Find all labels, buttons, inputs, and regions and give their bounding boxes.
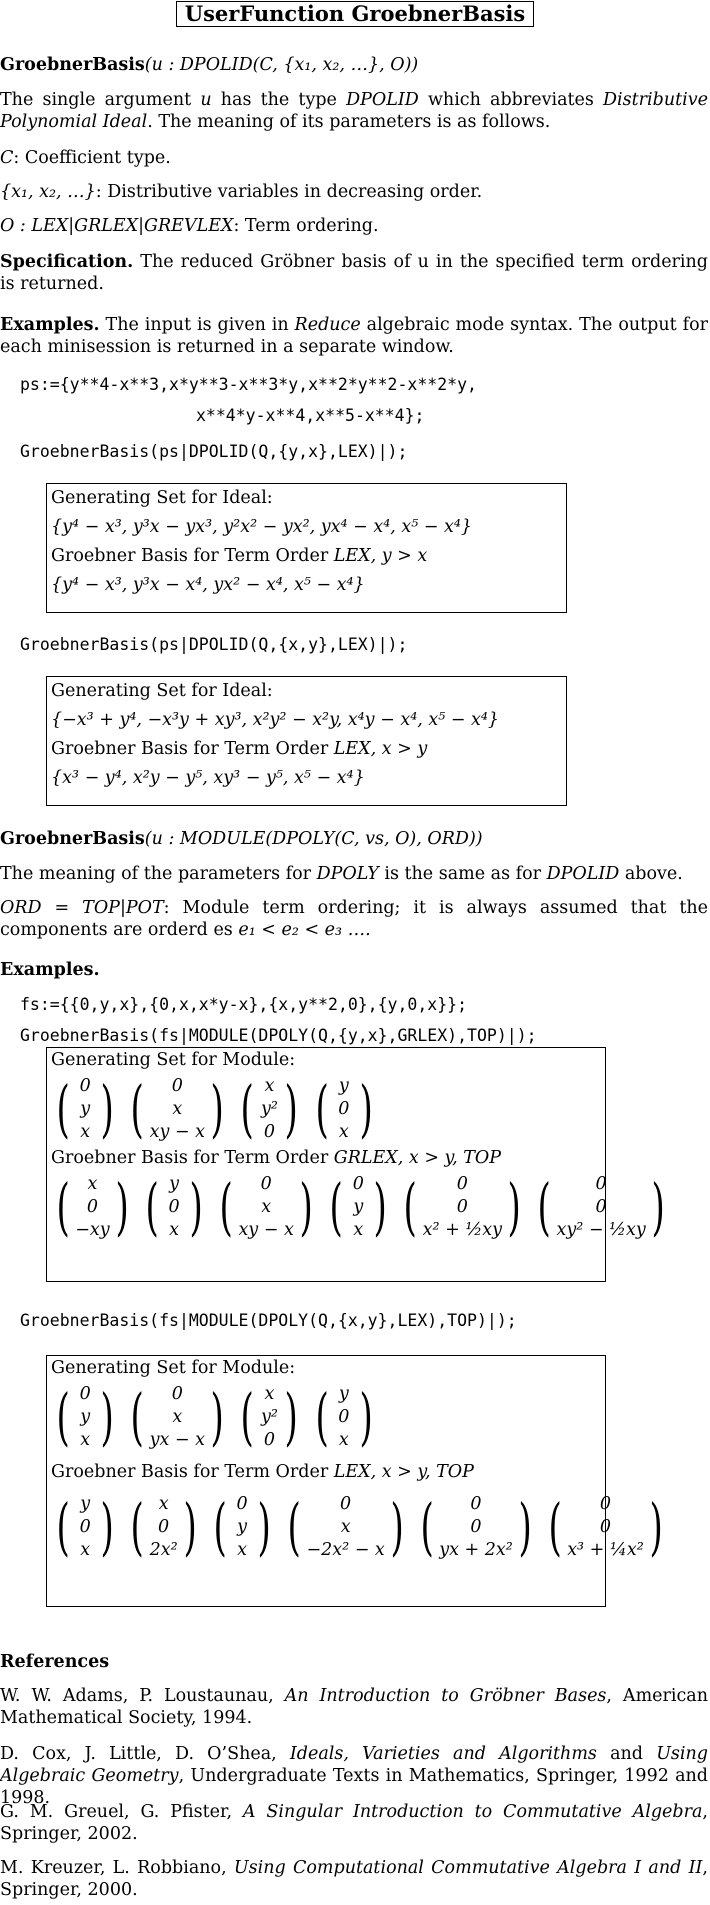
param-order: O : LEX|GRLEX|GREVLEX: Term ordering.: [0, 216, 379, 236]
reference-item: G. M. Greuel, G. Pfister, A Singular Introduction to Commutative Algebra, Springer, 2002.: [0, 1802, 708, 1844]
examples-heading: Examples.: [0, 960, 100, 980]
vector-entry: 0: [236, 1493, 248, 1514]
vector-entry: yx − x: [149, 1429, 206, 1450]
vector-entry: xy − x: [238, 1219, 294, 1240]
vector-entry: x² + ½xy: [422, 1219, 503, 1240]
vector-entries: [334, 1383, 354, 1452]
specification: Specification. The reduced Gröbner basis of u in the specified term ordering is returned.: [0, 252, 708, 294]
vector-entry: x³ + ¼x²: [567, 1539, 644, 1560]
vector-entry: 0: [470, 1516, 482, 1537]
vector-entry: x: [237, 1539, 247, 1560]
vector-entry: y: [237, 1516, 247, 1537]
vector-entry: y: [338, 1383, 349, 1404]
vector-entry: 0: [171, 1383, 183, 1404]
paragraph-ord: ORD = TOP|POT: Module term ordering; it is always assumed that the components are orderd es e₁ < e₂ < e₃ ….: [0, 898, 709, 940]
vector-entry: 0: [456, 1196, 468, 1217]
left-paren: (: [130, 1380, 145, 1453]
column-vector: [51, 1074, 119, 1144]
vector-entry: 0: [86, 1196, 98, 1217]
column-vector: [282, 1492, 409, 1562]
vector-entries: [150, 1075, 205, 1144]
right-paren: ): [100, 1490, 114, 1563]
vector-entry: x: [261, 1196, 272, 1217]
vector-entry: 0: [599, 1516, 612, 1537]
vector-entries: [75, 1173, 109, 1242]
vector-entry: 0: [263, 1429, 275, 1450]
vector-entry: y: [353, 1196, 364, 1217]
right-paren: ): [257, 1490, 271, 1563]
vector-entries: [150, 1383, 205, 1452]
param-c: C: Coefficient type.: [0, 148, 171, 168]
left-paren: (: [56, 1380, 70, 1453]
vector-entry: x: [80, 1429, 91, 1450]
vector-entry: 0: [263, 1121, 275, 1142]
right-paren: ): [390, 1490, 404, 1563]
right-paren: ): [284, 1072, 299, 1145]
vector-entry: 0: [260, 1173, 272, 1194]
vector-entry: x: [338, 1429, 349, 1450]
left-paren: (: [219, 1170, 233, 1243]
column-vector: [324, 1172, 392, 1242]
right-paren: ): [359, 1380, 373, 1453]
page-title: UserFunction GroebnerBasis: [176, 1, 534, 27]
vector-entry: x: [338, 1121, 349, 1142]
column-vector: [543, 1492, 668, 1562]
vector-entry: 0: [338, 1406, 350, 1427]
vector-entry: 0: [595, 1196, 607, 1217]
code-line: GroebnerBasis(ps|DPOLID(Q,{y,x},LEX)|);: [20, 442, 408, 461]
vector-entry: y: [338, 1075, 349, 1096]
column-vector: [310, 1382, 378, 1452]
column-vector: [51, 1492, 119, 1562]
vector-entry: xy − x: [149, 1121, 206, 1142]
vector-entry: x: [264, 1075, 275, 1096]
vector-entries: [334, 1075, 354, 1144]
vector-entry: y²: [260, 1098, 278, 1119]
vector-entry: 0: [352, 1173, 364, 1194]
left-paren: (: [145, 1170, 159, 1243]
vector-row: [51, 1490, 663, 1563]
output-box: Generating Set for Ideal: {−x³ + y⁴, −x³y + xy³, x²y² − x²y, x⁴y − x⁴, x⁵ − x⁴} Groebner Basis for Term Order LEX, x > y {x³ − y⁴, x²y − y⁵, xy³ − y⁵, x⁵ − x⁴}: [46, 676, 567, 806]
vector-entries: [259, 1075, 279, 1144]
vector-entry: x: [340, 1516, 351, 1537]
left-paren: (: [56, 1490, 70, 1563]
vector-entry: x: [264, 1383, 275, 1404]
signature-module: GroebnerBasis(u : MODULE(DPOLY(C, vs, O), ORD)): [0, 829, 483, 849]
vector-entry: 0: [158, 1516, 170, 1537]
math-var: u: [200, 90, 212, 110]
vector-entries: [75, 1075, 95, 1144]
vector-entry: xy² − ½xy: [556, 1219, 646, 1240]
column-vector: [398, 1172, 526, 1242]
left-paren: (: [56, 1170, 70, 1243]
vector-entries: [150, 1493, 178, 1562]
left-paren: (: [315, 1072, 329, 1145]
left-paren: (: [213, 1490, 227, 1563]
column-vector: [235, 1382, 303, 1452]
code-line: GroebnerBasis(fs|MODULE(DPOLY(Q,{x,y},LEX),TOP)|);: [20, 1311, 517, 1330]
vector-entry: 2x²: [149, 1539, 178, 1560]
vector-entry: 0: [470, 1493, 482, 1514]
right-paren: ): [299, 1170, 313, 1243]
vector-entries: [238, 1173, 293, 1242]
right-paren: ): [115, 1170, 129, 1243]
left-paren: (: [130, 1490, 145, 1563]
reference-item: D. Cox, J. Little, D. O’Shea, Ideals, Varieties and Algorithms and Using Algebraic Geometry, Undergraduate Texts in Mathematics, Springer, 1992 and 1998.: [0, 1744, 708, 1808]
left-paren: (: [548, 1490, 562, 1563]
vector-entry: y: [80, 1406, 91, 1427]
column-vector: [208, 1492, 276, 1562]
right-paren: ): [183, 1490, 197, 1563]
vector-entries: [75, 1493, 95, 1562]
right-paren: ): [518, 1490, 532, 1563]
column-vector: [235, 1074, 303, 1144]
vector-row: [51, 1382, 601, 1452]
column-vector: [140, 1172, 208, 1242]
vector-entries: [75, 1383, 95, 1452]
vector-entry: x: [80, 1539, 91, 1560]
vector-entries: [567, 1493, 644, 1562]
vector-entry: 0: [79, 1383, 91, 1404]
vector-entry: 0: [168, 1196, 180, 1217]
vector-entry: y: [169, 1173, 179, 1194]
vector-entry: x: [87, 1173, 98, 1194]
vector-entries: [164, 1173, 184, 1242]
left-paren: (: [537, 1170, 552, 1243]
output-box: Generating Set for Ideal: {y⁴ − x³, y³x − yx³, y²x² − yx², yx⁴ − x⁴, x⁵ − x⁴} Groebner Basis for Term Order LEX, y > x {y⁴ − x³, y³x − x⁴, yx² − x⁴, x⁵ − x⁴}: [46, 483, 567, 613]
vector-entries: [306, 1493, 384, 1562]
vector-row: [51, 1170, 665, 1243]
right-paren: ): [359, 1072, 373, 1145]
left-paren: (: [329, 1170, 343, 1243]
left-paren: (: [240, 1380, 254, 1453]
vector-entry: 0: [599, 1493, 612, 1514]
column-vector: [415, 1492, 537, 1562]
output-box: Generating Set for Module: ( 0 y x ) ( 0 x xy − x ) ( x y² 0 ) ( y 0 x ) Groebner Basis for Term Order GRLEX, x > y, TOP ( x 0 −xy ) ( y 0 x ) ( 0 x xy − x ) ( 0 y x ) ( 0 0 x² + ½xy ) ( 0 0 xy² − ½xy ): [46, 1047, 606, 1282]
vector-entry: 0: [338, 1098, 350, 1119]
code-line: fs:={{0,y,x},{0,x,x*y-x},{x,y**2,0},{y,0,x}};: [20, 995, 468, 1014]
paragraph-dpoly: The meaning of the parameters for DPOLY is the same as for DPOLID above.: [0, 864, 683, 884]
signature-dpolid: GroebnerBasis(u : DPOLID(C, {x₁, x₂, …}, O)): [0, 55, 419, 75]
column-vector: [214, 1172, 318, 1242]
vector-entry: 0: [340, 1493, 352, 1514]
reference-item: M. Kreuzer, L. Robbiano, Using Computational Commutative Algebra I and II, Springer, 2000.: [0, 1858, 708, 1900]
vector-entry: x: [172, 1098, 183, 1119]
output-box: Generating Set for Module: ( 0 y x ) ( 0 x yx − x ) ( x y² 0 ) ( y 0 x ) Groebner Basis for Term Order LEX, x > y, TOP ( y 0 x ) ( x 0 2x² ) ( 0 y x ) ( 0 x −2x² − x ) ( 0 0 yx + 2x² ) ( 0 0 x³ + ¼x² ): [46, 1355, 606, 1607]
vector-entry: 0: [456, 1173, 468, 1194]
vector-entry: 0: [79, 1075, 91, 1096]
vector-entry: 0: [595, 1173, 607, 1194]
vector-entry: x: [169, 1219, 179, 1240]
vector-entry: −xy: [75, 1219, 110, 1240]
examples-intro: Examples. The input is given in Reduce algebraic mode syntax. The output for each minisession is returned in a separate window.: [0, 315, 708, 357]
reference-item: W. W. Adams, P. Loustaunau, An Introduction to Gröbner Bases, American Mathematical Society, 1994.: [0, 1686, 708, 1728]
left-paren: (: [130, 1072, 145, 1145]
right-paren: ): [210, 1380, 224, 1453]
vector-entry: x: [158, 1493, 169, 1514]
right-paren: ): [100, 1380, 114, 1453]
vector-entry: x: [353, 1219, 364, 1240]
right-paren: ): [284, 1380, 299, 1453]
vector-row: [51, 1074, 601, 1144]
vector-entry: x: [80, 1121, 91, 1142]
vector-entry: x: [172, 1406, 183, 1427]
left-paren: (: [56, 1072, 70, 1145]
column-vector: [310, 1074, 378, 1144]
vector-entry: yx + 2x²: [439, 1539, 513, 1560]
code-line: GroebnerBasis(fs|MODULE(DPOLY(Q,{y,x},GRLEX),TOP)|);: [20, 1026, 537, 1045]
right-paren: ): [507, 1170, 521, 1243]
left-paren: (: [240, 1072, 254, 1145]
column-vector: [51, 1172, 134, 1242]
vector-entries: [556, 1173, 645, 1242]
column-vector: [125, 1492, 201, 1562]
column-vector: [125, 1382, 229, 1452]
right-paren: ): [651, 1170, 665, 1243]
references-heading: References: [0, 1652, 110, 1672]
param-vars: {x₁, x₂, …}: Distributive variables in decreasing order.: [0, 182, 483, 202]
column-vector: [532, 1172, 670, 1242]
left-paren: (: [287, 1490, 302, 1563]
right-paren: ): [373, 1170, 388, 1243]
vector-entries: [259, 1383, 279, 1452]
vector-entries: [348, 1173, 368, 1242]
vector-entry: y²: [260, 1406, 278, 1427]
vector-entry: y: [80, 1098, 91, 1119]
left-paren: (: [420, 1490, 434, 1563]
vector-entry: −2x² − x: [306, 1539, 385, 1560]
right-paren: ): [649, 1490, 663, 1563]
left-paren: (: [403, 1170, 418, 1243]
column-vector: [125, 1074, 229, 1144]
vector-entries: [423, 1173, 502, 1242]
column-vector: [51, 1382, 119, 1452]
fn-name: GroebnerBasis: [0, 55, 145, 75]
left-paren: (: [315, 1380, 329, 1453]
right-paren: ): [210, 1072, 224, 1145]
vector-entry: y: [80, 1493, 91, 1514]
code-line: x**4*y-x**4,x**5-x**4};: [196, 406, 425, 425]
vector-entries: [439, 1493, 513, 1562]
code-line: GroebnerBasis(ps|DPOLID(Q,{x,y},LEX)|);: [20, 635, 408, 654]
vector-entry: 0: [171, 1075, 183, 1096]
right-paren: ): [189, 1170, 203, 1243]
vector-entries: [232, 1493, 252, 1562]
right-paren: ): [100, 1072, 114, 1145]
vector-entry: 0: [79, 1516, 91, 1537]
paragraph-intro: The single argument u has the type DPOLID which abbreviates Distributive Polynomial Ideal. The meaning of its parameters is as follows.: [0, 90, 708, 132]
code-line: ps:={y**4-x**3,x*y**3-x**3*y,x**2*y**2-x**2*y,: [20, 375, 477, 394]
